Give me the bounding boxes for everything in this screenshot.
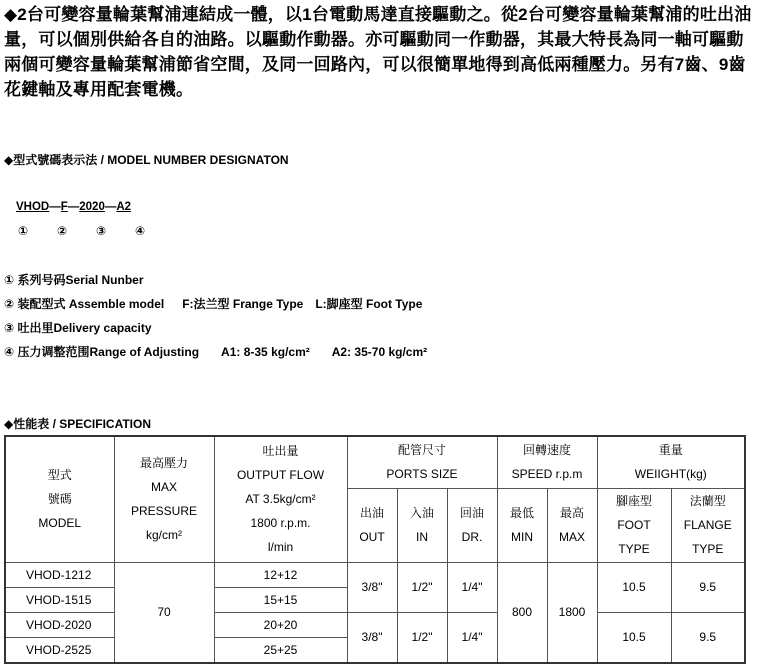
flow-cell: 20+20: [214, 612, 347, 637]
marker-4: ④: [135, 224, 146, 238]
header-flow: 吐出量 OUTPUT FLOW AT 3.5kg/cm² 1800 r.p.m. l/min: [214, 436, 347, 562]
marker-2: ②: [57, 224, 68, 238]
model-cell: VHOD-2020: [5, 612, 114, 637]
header-speed-max: 最高 MAX: [547, 488, 597, 562]
header-speed-min: 最低 MIN: [497, 488, 547, 562]
legend-pressure: ④ 压力调整范围Range of Adjusting A1: 8-35 kg/cm² A2: 35-70 kg/cm²: [4, 345, 428, 359]
port-out-cell: 3/8": [347, 562, 397, 612]
port-out-cell: 3/8": [347, 612, 397, 663]
model-section-title: ◆型式號碼表示法 / MODEL NUMBER DESIGNATON: [4, 153, 289, 167]
speed-max-cell: 1800: [547, 562, 597, 663]
weight-flange-cell: 9.5: [671, 562, 745, 612]
header-port-out: 出油 OUT: [347, 488, 397, 562]
flow-cell: 12+12: [214, 562, 347, 587]
legend-serial: ① 系列号码Serial Nunber: [4, 273, 144, 287]
header-port-dr: 回油 DR.: [447, 488, 497, 562]
spec-table: [4, 435, 746, 664]
marker-3: ③: [96, 224, 107, 238]
model-code: [16, 201, 131, 213]
pressure-cell: 70: [114, 562, 214, 663]
speed-min-cell: 800: [497, 562, 547, 663]
header-port-in: 入油 IN: [397, 488, 447, 562]
flow-cell: 25+25: [214, 637, 347, 663]
port-dr-cell: 1/4": [447, 612, 497, 663]
flow-cell: 15+15: [214, 587, 347, 612]
code-dash: —: [49, 201, 61, 213]
model-cell: VHOD-1212: [5, 562, 114, 587]
header-ports: 配管尺寸 PORTS SIZE: [347, 436, 497, 488]
marker-1: ①: [18, 224, 29, 238]
header-pressure: 最高壓力 MAX PRESSURE kg/cm²: [114, 436, 214, 562]
table-row: [5, 562, 745, 587]
intro-paragraph: ◆2台可變容量輪葉幫浦連結成一體，以1台電動馬達直接驅動之。從2台可變容量輪葉幫浦的吐出油量，可以個別供給各自的油路。以驅動作動器。亦可驅動同一作動器，其最大特長為同一軸可驅動兩個可變容量輪葉幫浦節省空間，及同一回路內，可以很簡單地得到高低兩種壓力。另有7齒、9齒花鍵軸及專用配套電機。: [4, 5, 752, 99]
model-cell: VHOD-2525: [5, 637, 114, 663]
header-weight: 重量 WEIIGHT(kg): [597, 436, 745, 488]
header-weight-foot: 腳座型 FOOT TYPE: [597, 488, 671, 562]
port-in-cell: 1/2": [397, 562, 447, 612]
code-assembly: F: [60, 201, 68, 213]
model-cell: VHOD-1515: [5, 587, 114, 612]
code-pressure: A2: [116, 201, 132, 213]
weight-foot-cell: 10.5: [597, 612, 671, 663]
port-in-cell: 1/2": [397, 612, 447, 663]
legend-assembly: ② 装配型式 Assemble model F:法兰型 Frange Type L:脚座型 Foot Type: [4, 297, 423, 311]
port-dr-cell: 1/4": [447, 562, 497, 612]
code-dash: —: [67, 201, 80, 213]
weight-foot-cell: 10.5: [597, 562, 671, 612]
code-dash: —: [104, 201, 117, 213]
spec-section-title: ◆性能表 / SPECIFICATION: [4, 417, 152, 431]
code-series: VHOD: [16, 201, 50, 213]
header-model: 型式 號碼 MODEL: [5, 436, 114, 562]
header-speed: 回轉速度 SPEED r.p.m: [497, 436, 597, 488]
legend-delivery: ③ 吐出里Delivery capacity: [4, 321, 152, 335]
header-weight-flange: 法蘭型 FLANGE TYPE: [671, 488, 745, 562]
code-capacity: 2020: [79, 201, 105, 213]
weight-flange-cell: 9.5: [671, 612, 745, 663]
